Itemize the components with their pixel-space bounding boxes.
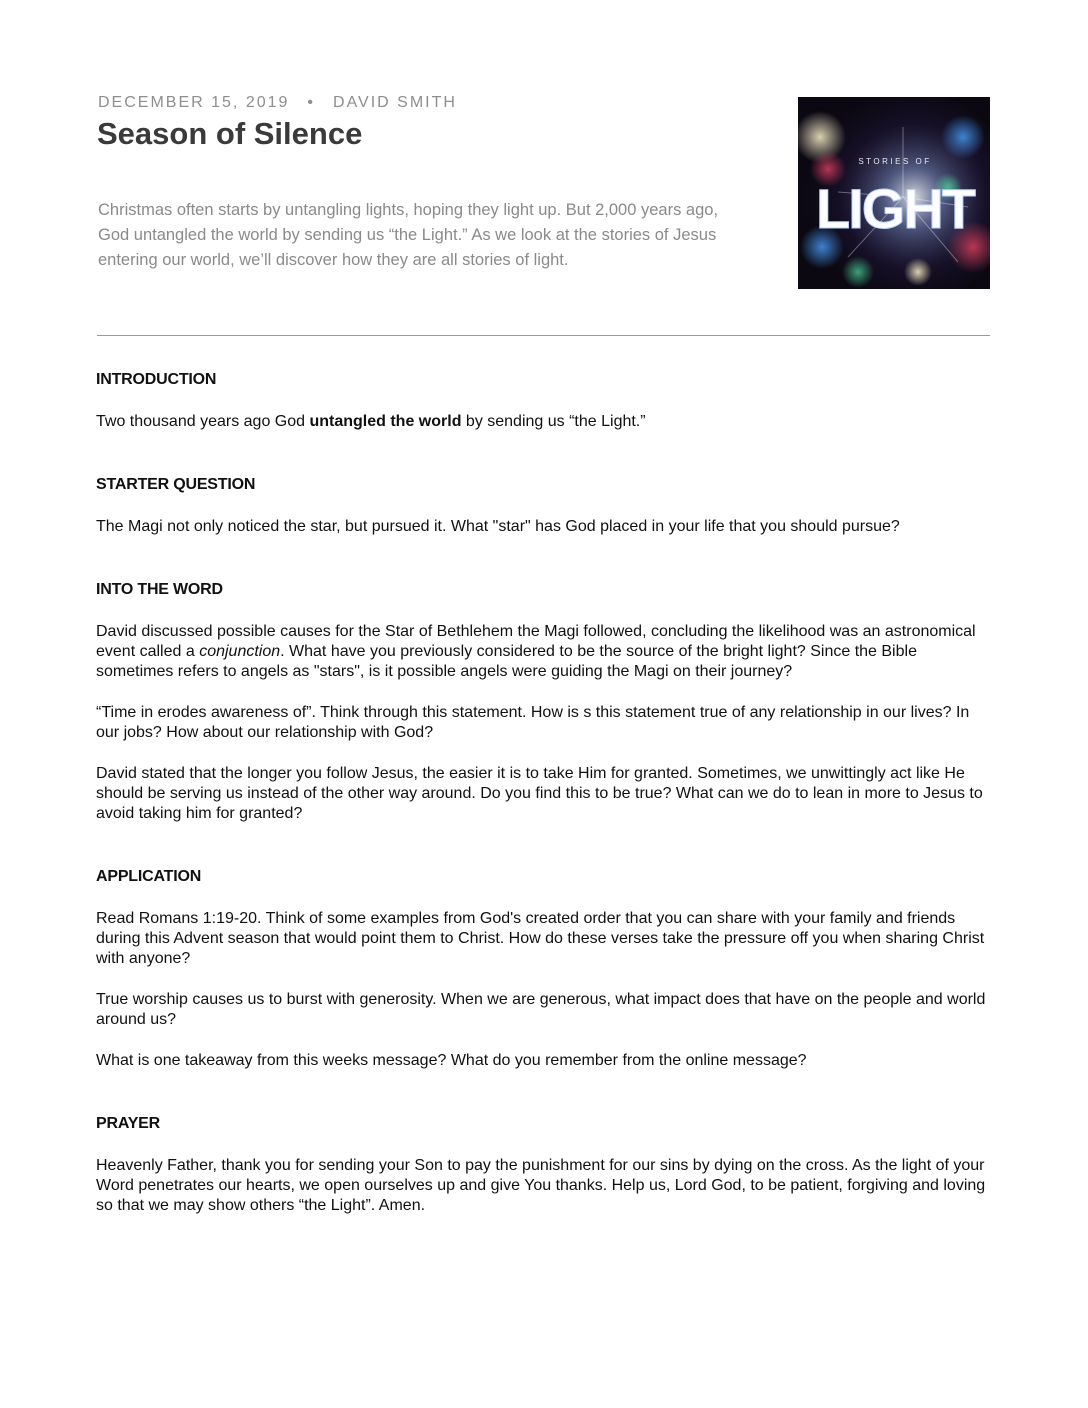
section-heading: INTRODUCTION xyxy=(96,371,217,388)
section-application xyxy=(96,867,996,1071)
bold-text: untangled the world xyxy=(309,413,462,430)
text-run: . What have you previously considered to be the source of the bright light? Since the Bible sometimes refers to angels as "stars", is it possible angels were guiding the Magi on their journey? xyxy=(96,643,917,680)
text-run: by sending us “the Light.” xyxy=(461,413,646,430)
section-into-the-word xyxy=(96,580,996,824)
section-heading: STARTER QUESTION xyxy=(96,476,256,493)
section-starter-question xyxy=(96,475,996,537)
section-heading: PRAYER xyxy=(96,1115,161,1132)
text-run: Two thousand years ago God xyxy=(96,413,310,430)
text-run: David discussed possible causes for the Star of Bethlehem the Magi followed, concluding the likelihood was an astronomical event called a xyxy=(96,623,976,660)
paragraph: True worship causes us to burst with generosity. When we are generous, what impact does that have on the people and world around us? xyxy=(96,991,986,1028)
paragraph: Heavenly Father, thank you for sending your Son to pay the punishment for our sins by dying on the cross. As the light of your Word penetrates our hearts, we open ourselves up and give You thanks. Help us, Lord God, to be patient, forgiving and loving so that we may show others “the Light”. Amen. xyxy=(96,1157,986,1214)
spacer xyxy=(96,453,996,475)
series-summary: Christmas often starts by untangling lights, hoping they light up. But 2,000 years ago, God untangled the world by sending us “the Light.” As we look at the stories of Jesus entering our world, we’ll discover how they are all stories of light. xyxy=(98,201,719,269)
paragraph: Read Romans 1:19-20. Think of some examples from God's created order that you can share with your family and friends during this Advent season that would point them to Christ. How do these verses take the pressure off you when sharing Christ with anyone? xyxy=(96,910,985,967)
page-title: Season of Silence xyxy=(97,116,363,151)
spacer xyxy=(96,1092,996,1114)
italic-text: conjunction xyxy=(199,643,281,660)
cover-small-text: STORIES OF xyxy=(858,157,932,166)
paragraph xyxy=(96,412,996,432)
paragraph: The Magi not only noticed the star, but pursued it. What "star" has God placed in your life that you should pursue? xyxy=(96,518,900,535)
header-divider xyxy=(97,335,990,336)
study-guide-body xyxy=(96,370,996,1237)
sermon-author: DAVID SMITH xyxy=(333,94,457,111)
sermon-meta xyxy=(98,94,457,112)
paragraph: David stated that the longer you follow Jesus, the easier it is to take Him for granted. Sometimes, we unwittingly act like He should be serving us instead of the other way around. Do you find this to be true? What can we do to lean in more to Jesus to avoid taking him for granted? xyxy=(96,765,983,822)
paragraph: What is one takeaway from this weeks message? What do you remember from the online message? xyxy=(96,1052,807,1069)
paragraph: “Time in erodes awareness of”. Think through this statement. How is s this statement true of any relationship in our lives? In our jobs? How about our relationship with God? xyxy=(96,704,970,741)
cover-big-text: LIGHT xyxy=(816,177,974,240)
spacer xyxy=(96,558,996,580)
section-heading: APPLICATION xyxy=(96,868,202,885)
section-heading: INTO THE WORD xyxy=(96,581,223,598)
spacer xyxy=(96,845,996,867)
paragraph xyxy=(96,622,996,682)
section-prayer xyxy=(96,1114,996,1216)
series-cover-image xyxy=(798,97,990,289)
section-introduction xyxy=(96,370,996,432)
sermon-date: DECEMBER 15, 2019 xyxy=(98,94,290,111)
meta-separator: • xyxy=(307,94,316,111)
